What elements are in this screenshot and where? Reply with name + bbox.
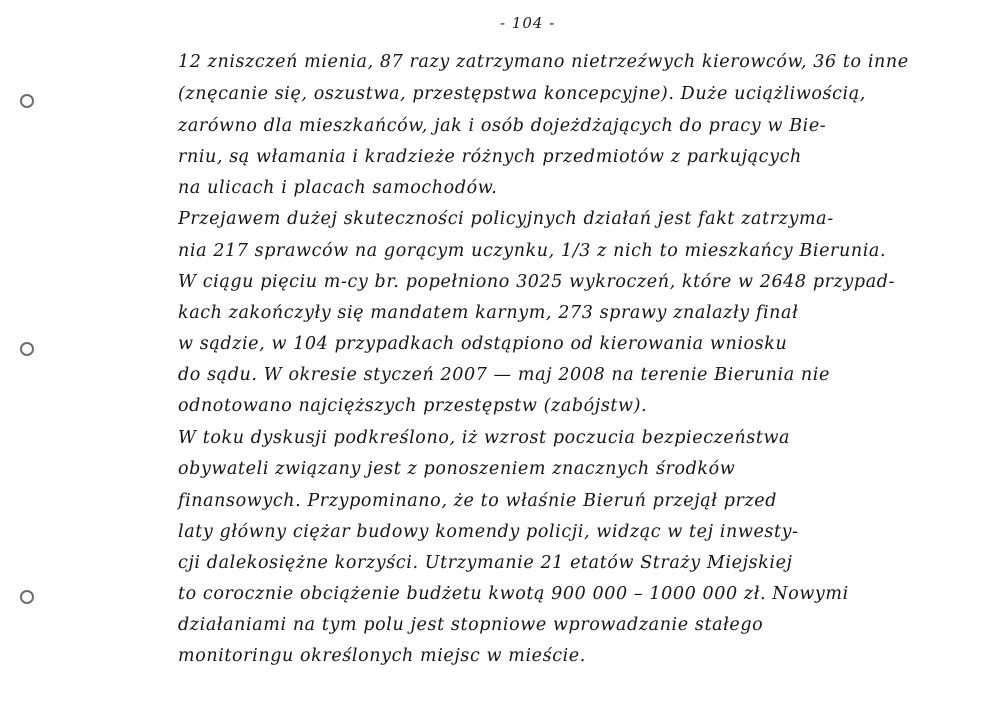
text-line: (znęcanie się, oszustwa, przestępstwa koncepcyjne). Duże uciążliwością, bbox=[178, 84, 866, 104]
punch-hole bbox=[20, 94, 34, 108]
punch-hole bbox=[20, 342, 34, 356]
punch-hole bbox=[20, 590, 34, 604]
text-line: odnotowano najcięższych przestępstw (zabójstw). bbox=[178, 396, 648, 416]
text-line: obywateli związany jest z ponoszeniem znacznych środków bbox=[178, 459, 736, 479]
text-line: nia 217 sprawców na gorącym uczynku, 1/3 z nich to mieszkańcy Bierunia. bbox=[178, 241, 887, 261]
text-line: 12 zniszczeń mienia, 87 razy zatrzymano nietrzeźwych kierowców, 36 to inne bbox=[178, 52, 909, 72]
text-line: W ciągu pięciu m-cy br. popełniono 3025 wykroczeń, które w 2648 przypad- bbox=[178, 272, 896, 292]
text-line: na ulicach i placach samochodów. bbox=[178, 178, 498, 198]
text-line: cji dalekosiężne korzyści. Utrzymanie 21 etatów Straży Miejskiej bbox=[178, 553, 793, 573]
text-line: Przejawem dużej skuteczności policyjnych działań jest fakt zatrzyma- bbox=[178, 209, 834, 229]
text-line: w sądzie, w 104 przypadkach odstąpiono od kierowania wniosku bbox=[178, 334, 788, 354]
text-line: monitoringu określonych miejsc w mieście. bbox=[178, 646, 586, 666]
text-line: do sądu. W okresie styczeń 2007 — maj 2008 na terenie Bierunia nie bbox=[178, 365, 830, 385]
text-line: W toku dyskusji podkreślono, iż wzrost poczucia bezpieczeństwa bbox=[178, 428, 791, 448]
text-line: zarówno dla mieszkańców, jak i osób dojeżdżających do pracy w Bie- bbox=[178, 116, 827, 136]
page-number: - 104 - bbox=[500, 14, 556, 32]
text-line: laty główny ciężar budowy komendy policji, widząc w tej inwesty- bbox=[178, 522, 799, 542]
text-line: działaniami na tym polu jest stopniowe wprowadzanie stałego bbox=[178, 615, 764, 635]
text-line: to corocznie obciążenie budżetu kwotą 900 000 – 1000 000 zł. Nowymi bbox=[178, 584, 849, 604]
text-line: finansowych. Przypominano, że to właśnie Bieruń przejął przed bbox=[178, 491, 778, 511]
text-line: kach zakończyły się mandatem karnym, 273 sprawy znalazły finał bbox=[178, 303, 799, 323]
text-line: rniu, są włamania i kradzieże różnych przedmiotów z parkujących bbox=[178, 147, 802, 167]
